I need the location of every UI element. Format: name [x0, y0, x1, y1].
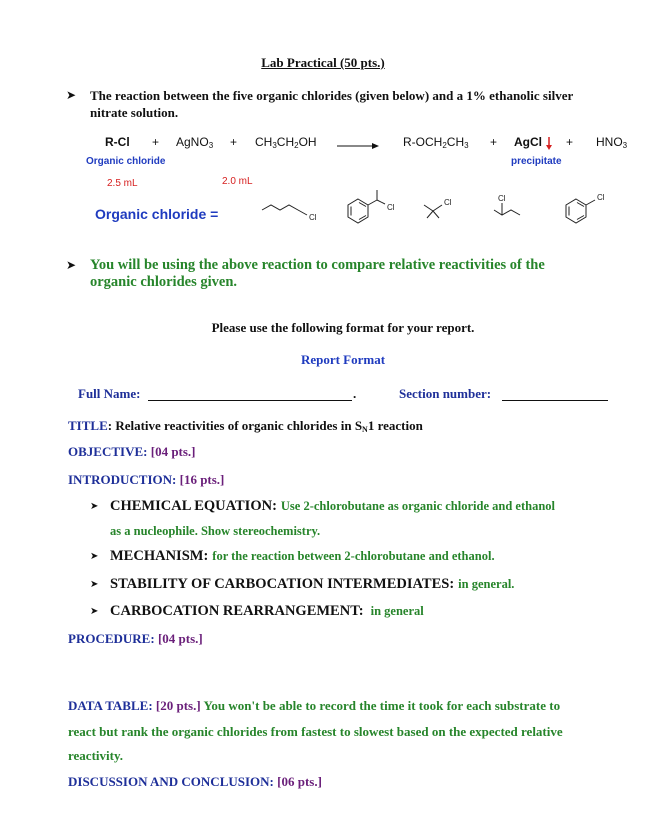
full-name-label: Full Name:	[78, 386, 141, 401]
report-format-title: Report Format	[300, 352, 386, 367]
eq-agno3: AgNO$_3$	[176, 135, 214, 150]
intro-bullet-icon: ➤	[90, 579, 99, 590]
procedure-section: PROCEDURE: [04 pts.]	[68, 631, 203, 646]
reaction-arrow-icon	[336, 141, 380, 151]
cl-label-4: Cl	[498, 194, 506, 203]
eq-plus-4: +	[566, 135, 574, 149]
full-name-period: .	[353, 386, 357, 401]
bullet-arrow-icon: ➤	[66, 88, 77, 102]
discussion-section: DISCUSSION AND CONCLUSION: [06 pts.]	[68, 774, 322, 789]
eq-plus-2: +	[230, 135, 238, 149]
eq-plus-3: +	[490, 135, 498, 149]
precipitate-caption: precipitate	[511, 156, 562, 167]
intro-item-mechanism: MECHANISM: for the reaction between 2-chlorobutane and ethanol.	[110, 548, 495, 564]
section-number-blank[interactable]	[502, 400, 608, 401]
page-title: Lab Practical (50 pts.)	[261, 55, 385, 70]
intro-bullet-icon: ➤	[90, 606, 99, 617]
intro-item-rearrangement: CARBOCATION REARRANGEMENT: in general	[110, 603, 424, 619]
report-instruction: Please use the following format for your report.	[211, 320, 475, 335]
eq-product-ether: $R-OCH_2CH_3$	[403, 135, 469, 150]
cl-label-2: Cl	[387, 203, 395, 212]
intro-item-chemical-equation-line2: as a nucleophile. Show stereochemistry.	[110, 524, 321, 538]
introduction-section: INTRODUCTION: [16 pts.]	[68, 472, 225, 487]
precipitate-down-arrow-icon	[546, 137, 552, 151]
eq-plus-1: +	[152, 135, 160, 149]
objective-section: OBJECTIVE: [04 pts.]	[68, 444, 196, 459]
volume-ethanolic-solution: 2.0 mL	[222, 176, 253, 187]
bullet-arrow-icon: ➤	[66, 258, 77, 272]
bullet-reaction-line2: nitrate solution.	[90, 105, 179, 120]
intro-item-stability: STABILITY OF CARBOCATION INTERMEDIATES: in general.	[110, 576, 515, 592]
organic-chloride-structures	[258, 186, 618, 234]
eq-hno3: $HNO_3$	[596, 135, 628, 150]
data-table-section: DATA TABLE: [20 pts.] You won't be able to record the time it took for each substrate to	[68, 698, 561, 713]
intro-bullet-icon: ➤	[90, 551, 99, 562]
data-table-line3: reactivity.	[68, 748, 123, 763]
full-name-blank[interactable]	[148, 400, 352, 401]
chlorobutane-skeleton	[262, 205, 307, 215]
intro-item-chemical-equation: CHEMICAL EQUATION: Use 2-chlorobutane as organic chloride and ethanol	[110, 498, 555, 514]
eq-agcl: AgCl	[514, 135, 542, 149]
structures-label: Organic chloride =	[95, 206, 219, 222]
intro-bullet-icon: ➤	[90, 501, 99, 512]
eq-rcl: R-Cl	[105, 135, 130, 149]
organic-chloride-caption: Organic chloride	[86, 156, 166, 167]
bullet-compare-line2: organic chlorides given.	[90, 274, 238, 290]
sec-butyl-skeleton	[494, 210, 520, 215]
bullet-compare-line1: You will be using the above reaction to compare relative reactivities of the	[90, 257, 545, 273]
eq-ethanol: $CH_3CH_2OH$	[255, 135, 317, 150]
cl-label-3: Cl	[444, 198, 452, 207]
bullet-reaction-line1: The reaction between the five organic chlorides (given below) and a 1% ethanolic silver	[90, 88, 574, 103]
section-number-label: Section number:	[399, 386, 492, 401]
data-table-line2: react but rank the organic chlorides from fastest to slowest based on the expected relative	[68, 724, 563, 739]
cl-label-5: Cl	[597, 193, 605, 202]
volume-organic-chloride: 2.5 mL	[107, 178, 138, 189]
cl-label-1: Cl	[309, 213, 317, 222]
title-section: TITLE: Relative reactivities of organic chlorides in $S_N1$ reaction	[68, 418, 423, 434]
